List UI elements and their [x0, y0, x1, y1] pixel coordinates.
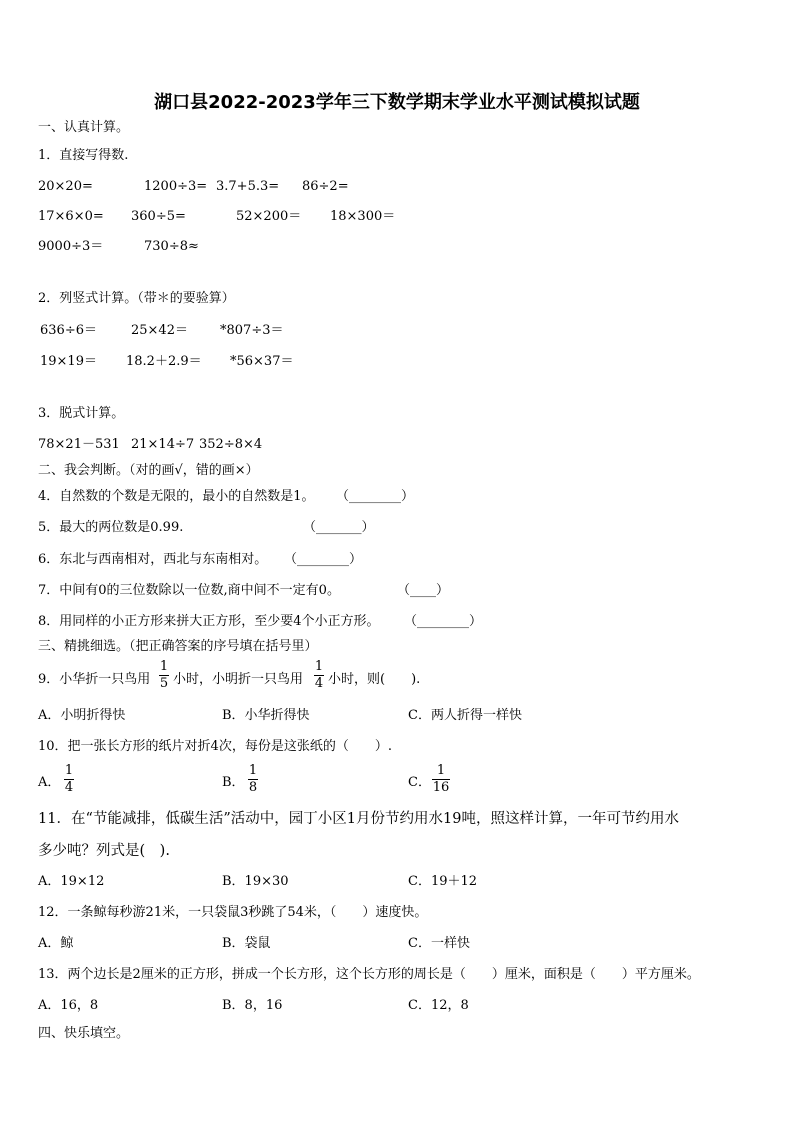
option[interactable]: A．小明折得快 [38, 708, 126, 723]
answer-blank[interactable]: （_______） [303, 520, 375, 535]
q10-stem: 10．把一张长方形的纸片对折4次，每份是这张纸的（ ）. [38, 739, 392, 754]
q2-item: 18.2＋2.9＝ [126, 354, 202, 369]
fraction [64, 764, 74, 795]
q3-label: 3．脱式计算。 [38, 406, 125, 421]
section-2-heading: 二、我会判断。（对的画√，错的画×） [38, 463, 259, 478]
option[interactable]: C．一样快 [408, 936, 470, 951]
answer-blank[interactable]: （________） [284, 552, 363, 567]
option[interactable]: A．16，8 [38, 998, 99, 1013]
q9-stem-part: 小时，小明折一只鸟用 [173, 672, 304, 687]
fraction [159, 660, 169, 691]
q2-item: 636÷6＝ [40, 323, 97, 338]
section-1-heading: 一、认真计算。 [38, 120, 130, 135]
q12-stem: 12．一条鲸每秒游21米，一只袋鼠3秒跳了54米，（ ）速度快。 [38, 905, 428, 920]
q3-item: 21×14÷7 [131, 437, 195, 452]
q9-stem-part: 9．小华折一只鸟用 [38, 672, 151, 687]
fraction-numerator: 1 [64, 763, 74, 778]
q1-item: 360÷5= [131, 209, 186, 224]
judge-question: 4．自然数的个数是无限的，最小的自然数是1。 [38, 489, 315, 504]
option[interactable]: B．8，16 [222, 998, 283, 1013]
fraction [432, 764, 450, 795]
q1-item: 730÷8≈ [144, 239, 199, 254]
option-label[interactable]: B． [222, 775, 245, 790]
q2-label: 2．列竖式计算。（带＊的要验算） [38, 291, 235, 306]
q9-stem-part: 小时，则( ). [328, 672, 421, 687]
q11-stem-line: 多少吨？列式是( ). [38, 843, 170, 859]
q1-item: 3.7+5.3= [216, 179, 280, 194]
q1-item: 52×200＝ [236, 209, 302, 224]
fraction-numerator: 1 [248, 763, 258, 778]
page-title: 湖口县2022-2023学年三下数学期末学业水平测试模拟试题 [154, 92, 640, 113]
section-4-heading: 四、快乐填空。 [38, 1026, 130, 1041]
option[interactable]: B．袋鼠 [222, 936, 271, 951]
option[interactable]: C．两人折得一样快 [408, 708, 522, 723]
judge-question: 8．用同样的小正方形来拼大正方形，至少要4个小正方形。 [38, 614, 380, 629]
fraction [248, 764, 258, 795]
fraction-numerator: 1 [436, 763, 446, 778]
q1-item: 9000÷3＝ [38, 239, 104, 254]
fraction-numerator: 1 [159, 659, 169, 674]
answer-blank[interactable]: （________） [404, 614, 483, 629]
q2-item: *56×37＝ [230, 354, 294, 369]
option[interactable]: C．19＋12 [408, 874, 478, 889]
q2-item: *807÷3＝ [220, 323, 284, 338]
q3-item: 352÷8×4 [199, 437, 263, 452]
judge-question: 7．中间有0的三位数除以一位数,商中间不一定有0。 [38, 583, 340, 598]
q3-item: 78×21－531 [38, 437, 120, 452]
fraction-denominator: 4 [64, 780, 74, 795]
q13-stem: 13．两个边长是2厘米的正方形，拼成一个长方形，这个长方形的周长是（ ）厘米，面积是（ ）平方厘米。 [38, 967, 700, 982]
answer-blank[interactable]: （________） [336, 489, 415, 504]
q1-label: 1．直接写得数. [38, 148, 129, 163]
q11-stem-line: 11．在“节能减排，低碳生活”活动中，园丁小区1月份节约用水19吨，照这样计算，一年可节约用水 [38, 811, 679, 827]
option-label[interactable]: A． [38, 775, 61, 790]
judge-question: 6．东北与西南相对，西北与东南相对。 [38, 552, 268, 567]
fraction-denominator: 8 [248, 780, 258, 795]
option-label[interactable]: C． [408, 775, 431, 790]
answer-blank[interactable]: （____） [397, 583, 450, 598]
option[interactable]: A．鲸 [38, 936, 74, 951]
fraction-denominator: 4 [314, 676, 324, 691]
option[interactable]: B．小华折得快 [222, 708, 310, 723]
q2-item: 25×42＝ [131, 323, 188, 338]
q1-item: 1200÷3= [144, 179, 208, 194]
fraction-denominator: 5 [159, 676, 169, 691]
q1-item: 18×300＝ [330, 209, 396, 224]
section-3-heading: 三、精挑细选。（把正确答案的序号填在括号里） [38, 639, 318, 654]
option[interactable]: B．19×30 [222, 874, 289, 889]
judge-question: 5．最大的两位数是0.99. [38, 520, 184, 535]
q1-item: 17×6×0= [38, 209, 104, 224]
q1-item: 20×20= [38, 179, 93, 194]
q2-item: 19×19＝ [40, 354, 97, 369]
fraction [314, 660, 324, 691]
q1-item: 86÷2= [302, 179, 349, 194]
option[interactable]: A．19×12 [38, 874, 105, 889]
fraction-denominator: 16 [432, 780, 450, 795]
option[interactable]: C．12，8 [408, 998, 469, 1013]
fraction-numerator: 1 [314, 659, 324, 674]
